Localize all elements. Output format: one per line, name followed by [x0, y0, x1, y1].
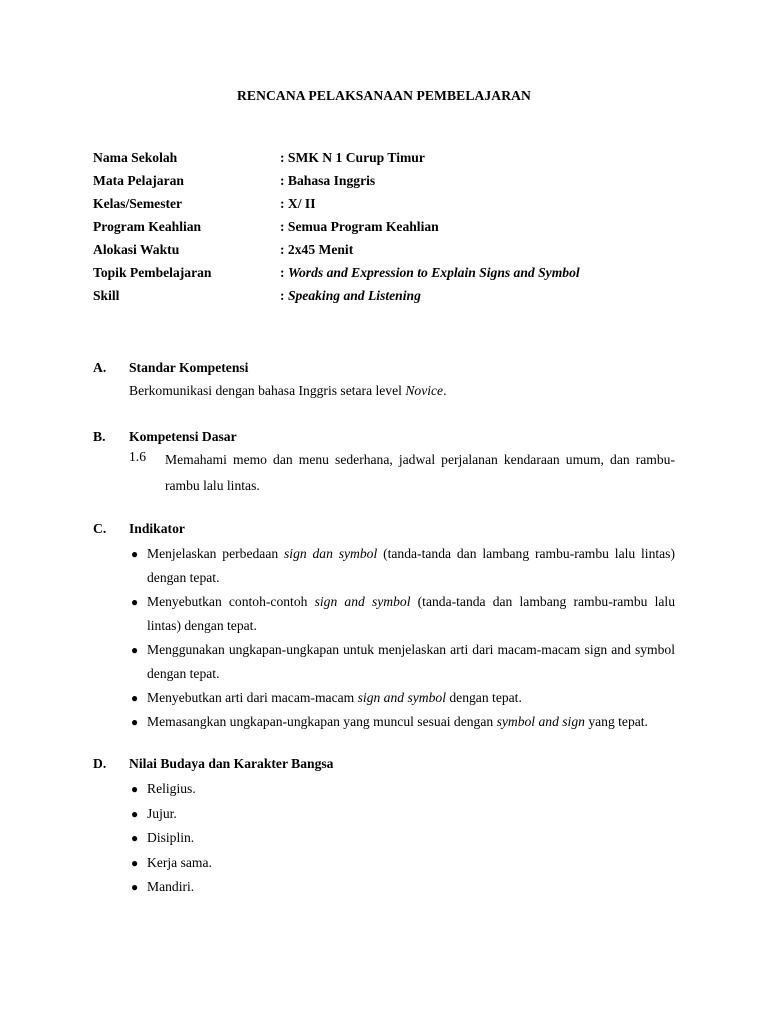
- text-run: (tanda-tanda dan lambang rambu-rambu lalu lintas) dengan tepat.: [147, 594, 676, 633]
- info-value-italic: Words and Expression to Explain Signs and Symbol: [287, 265, 580, 280]
- bullet-icon: ●: [131, 643, 139, 657]
- competency-text-line1: Memahami memo dan menu sederhana, jadwal perjalanan kendaraan umum, dan rambu-: [165, 452, 675, 467]
- section-b: [93, 427, 675, 499]
- document-title: RENCANA PELAKSANAAN PEMBELAJARAN: [237, 88, 531, 103]
- info-label: Program Keahlian: [93, 219, 202, 234]
- section-text: [129, 381, 675, 401]
- info-value: [280, 286, 421, 306]
- text-run: Menggunakan ungkapan-ungkapan untuk menjelaskan arti dari macam-macam sign and symbol dengan tepat.: [147, 642, 675, 681]
- section-heading: [93, 358, 675, 381]
- bullet-icon: ●: [131, 547, 139, 561]
- section-title: Nilai Budaya dan Karakter Bangsa: [129, 756, 334, 771]
- text-run-italic: sign dan symbol: [284, 546, 378, 561]
- list-item: [129, 826, 675, 851]
- text-run: Menyebutkan arti dari macam-macam: [147, 690, 358, 705]
- list-item: [129, 542, 675, 590]
- text-run: Religius.: [147, 781, 196, 796]
- list-item: [129, 802, 675, 827]
- list-item: [129, 777, 675, 802]
- list-item: [129, 851, 675, 876]
- indicator-list: [129, 542, 675, 734]
- text-run: yang tepat.: [584, 714, 648, 729]
- text-run-italic: sign and symbol: [357, 690, 446, 705]
- info-row-subject: [93, 171, 693, 194]
- text-run: Disiplin.: [147, 830, 195, 845]
- competency-text-line2: rambu lalu lintas.: [165, 478, 260, 493]
- text-run: Menyebutkan contoh-contoh: [147, 594, 315, 609]
- identity-table: [93, 148, 693, 309]
- section-letter: A.: [93, 360, 107, 375]
- competency-item: [129, 447, 675, 499]
- list-item: [129, 638, 675, 686]
- list-item: [129, 686, 675, 710]
- info-value-italic: Speaking and Listening: [287, 288, 421, 303]
- text-run-italic: Novice: [405, 383, 444, 398]
- info-row-topic: [93, 263, 693, 286]
- text-run: Berkomunikasi dengan bahasa Inggris setara level: [129, 383, 406, 398]
- section-heading: [93, 519, 675, 542]
- bullet-icon: ●: [131, 831, 139, 845]
- section-a: [93, 358, 675, 401]
- info-value: : Bahasa Inggris: [280, 173, 376, 188]
- list-item: [129, 590, 675, 638]
- section-d: [93, 754, 675, 900]
- info-colon: :: [280, 265, 288, 280]
- text-run: Jujur.: [147, 805, 177, 821]
- info-label: Kelas/Semester: [93, 196, 183, 211]
- competency-number: 1.6: [129, 449, 146, 464]
- info-label: Nama Sekolah: [93, 150, 178, 165]
- info-value: : 2x45 Menit: [280, 242, 354, 257]
- info-row-class: [93, 194, 693, 217]
- text-run-italic: sign and symbol: [314, 594, 411, 609]
- info-value: : Semua Program Keahlian: [280, 219, 439, 234]
- info-row-program: [93, 217, 693, 240]
- section-letter: D.: [93, 756, 107, 771]
- text-run: Menjelaskan perbedaan: [147, 546, 284, 561]
- list-item: [129, 710, 675, 734]
- bullet-icon: ●: [131, 782, 139, 796]
- info-value: : SMK N 1 Curup Timur: [280, 150, 425, 165]
- info-row-skill: [93, 286, 693, 309]
- info-label: Skill: [93, 288, 120, 303]
- text-run: dengan tepat.: [445, 690, 522, 705]
- bullet-icon: ●: [131, 855, 139, 870]
- info-row-time: [93, 240, 693, 263]
- bullet-icon: ●: [131, 691, 139, 705]
- info-value: : X/ II: [280, 196, 316, 211]
- info-row-school: [93, 148, 693, 171]
- bullet-icon: ●: [131, 595, 139, 609]
- info-label: Mata Pelajaran: [93, 173, 184, 188]
- section-title: Indikator: [129, 521, 185, 536]
- bullet-icon: ●: [131, 880, 139, 894]
- info-label: Alokasi Waktu: [93, 242, 180, 257]
- section-title: Kompetensi Dasar: [129, 429, 237, 444]
- info-label: Topik Pembelajaran: [93, 265, 212, 280]
- text-run: Kerja sama.: [147, 854, 212, 870]
- bullet-icon: ●: [131, 715, 139, 729]
- bullet-icon: ●: [131, 806, 139, 821]
- section-letter: B.: [93, 429, 106, 444]
- text-run: (tanda-tanda dan lambang rambu-rambu lalu lintas) dengan tepat.: [147, 546, 676, 585]
- list-item: [129, 875, 675, 900]
- section-heading: [93, 754, 675, 777]
- section-letter: C.: [93, 521, 107, 536]
- section-title: Standar Kompetensi: [129, 360, 249, 375]
- text-run-italic: symbol and sign: [496, 714, 585, 729]
- section-c: [93, 519, 675, 734]
- info-colon: :: [280, 288, 288, 303]
- info-value: [280, 263, 580, 283]
- values-list: [129, 777, 675, 900]
- text-run: Memasangkan ungkapan-ungkapan yang muncul sesuai dengan: [147, 714, 497, 729]
- text-run: .: [443, 383, 447, 398]
- text-run: Mandiri.: [147, 879, 195, 894]
